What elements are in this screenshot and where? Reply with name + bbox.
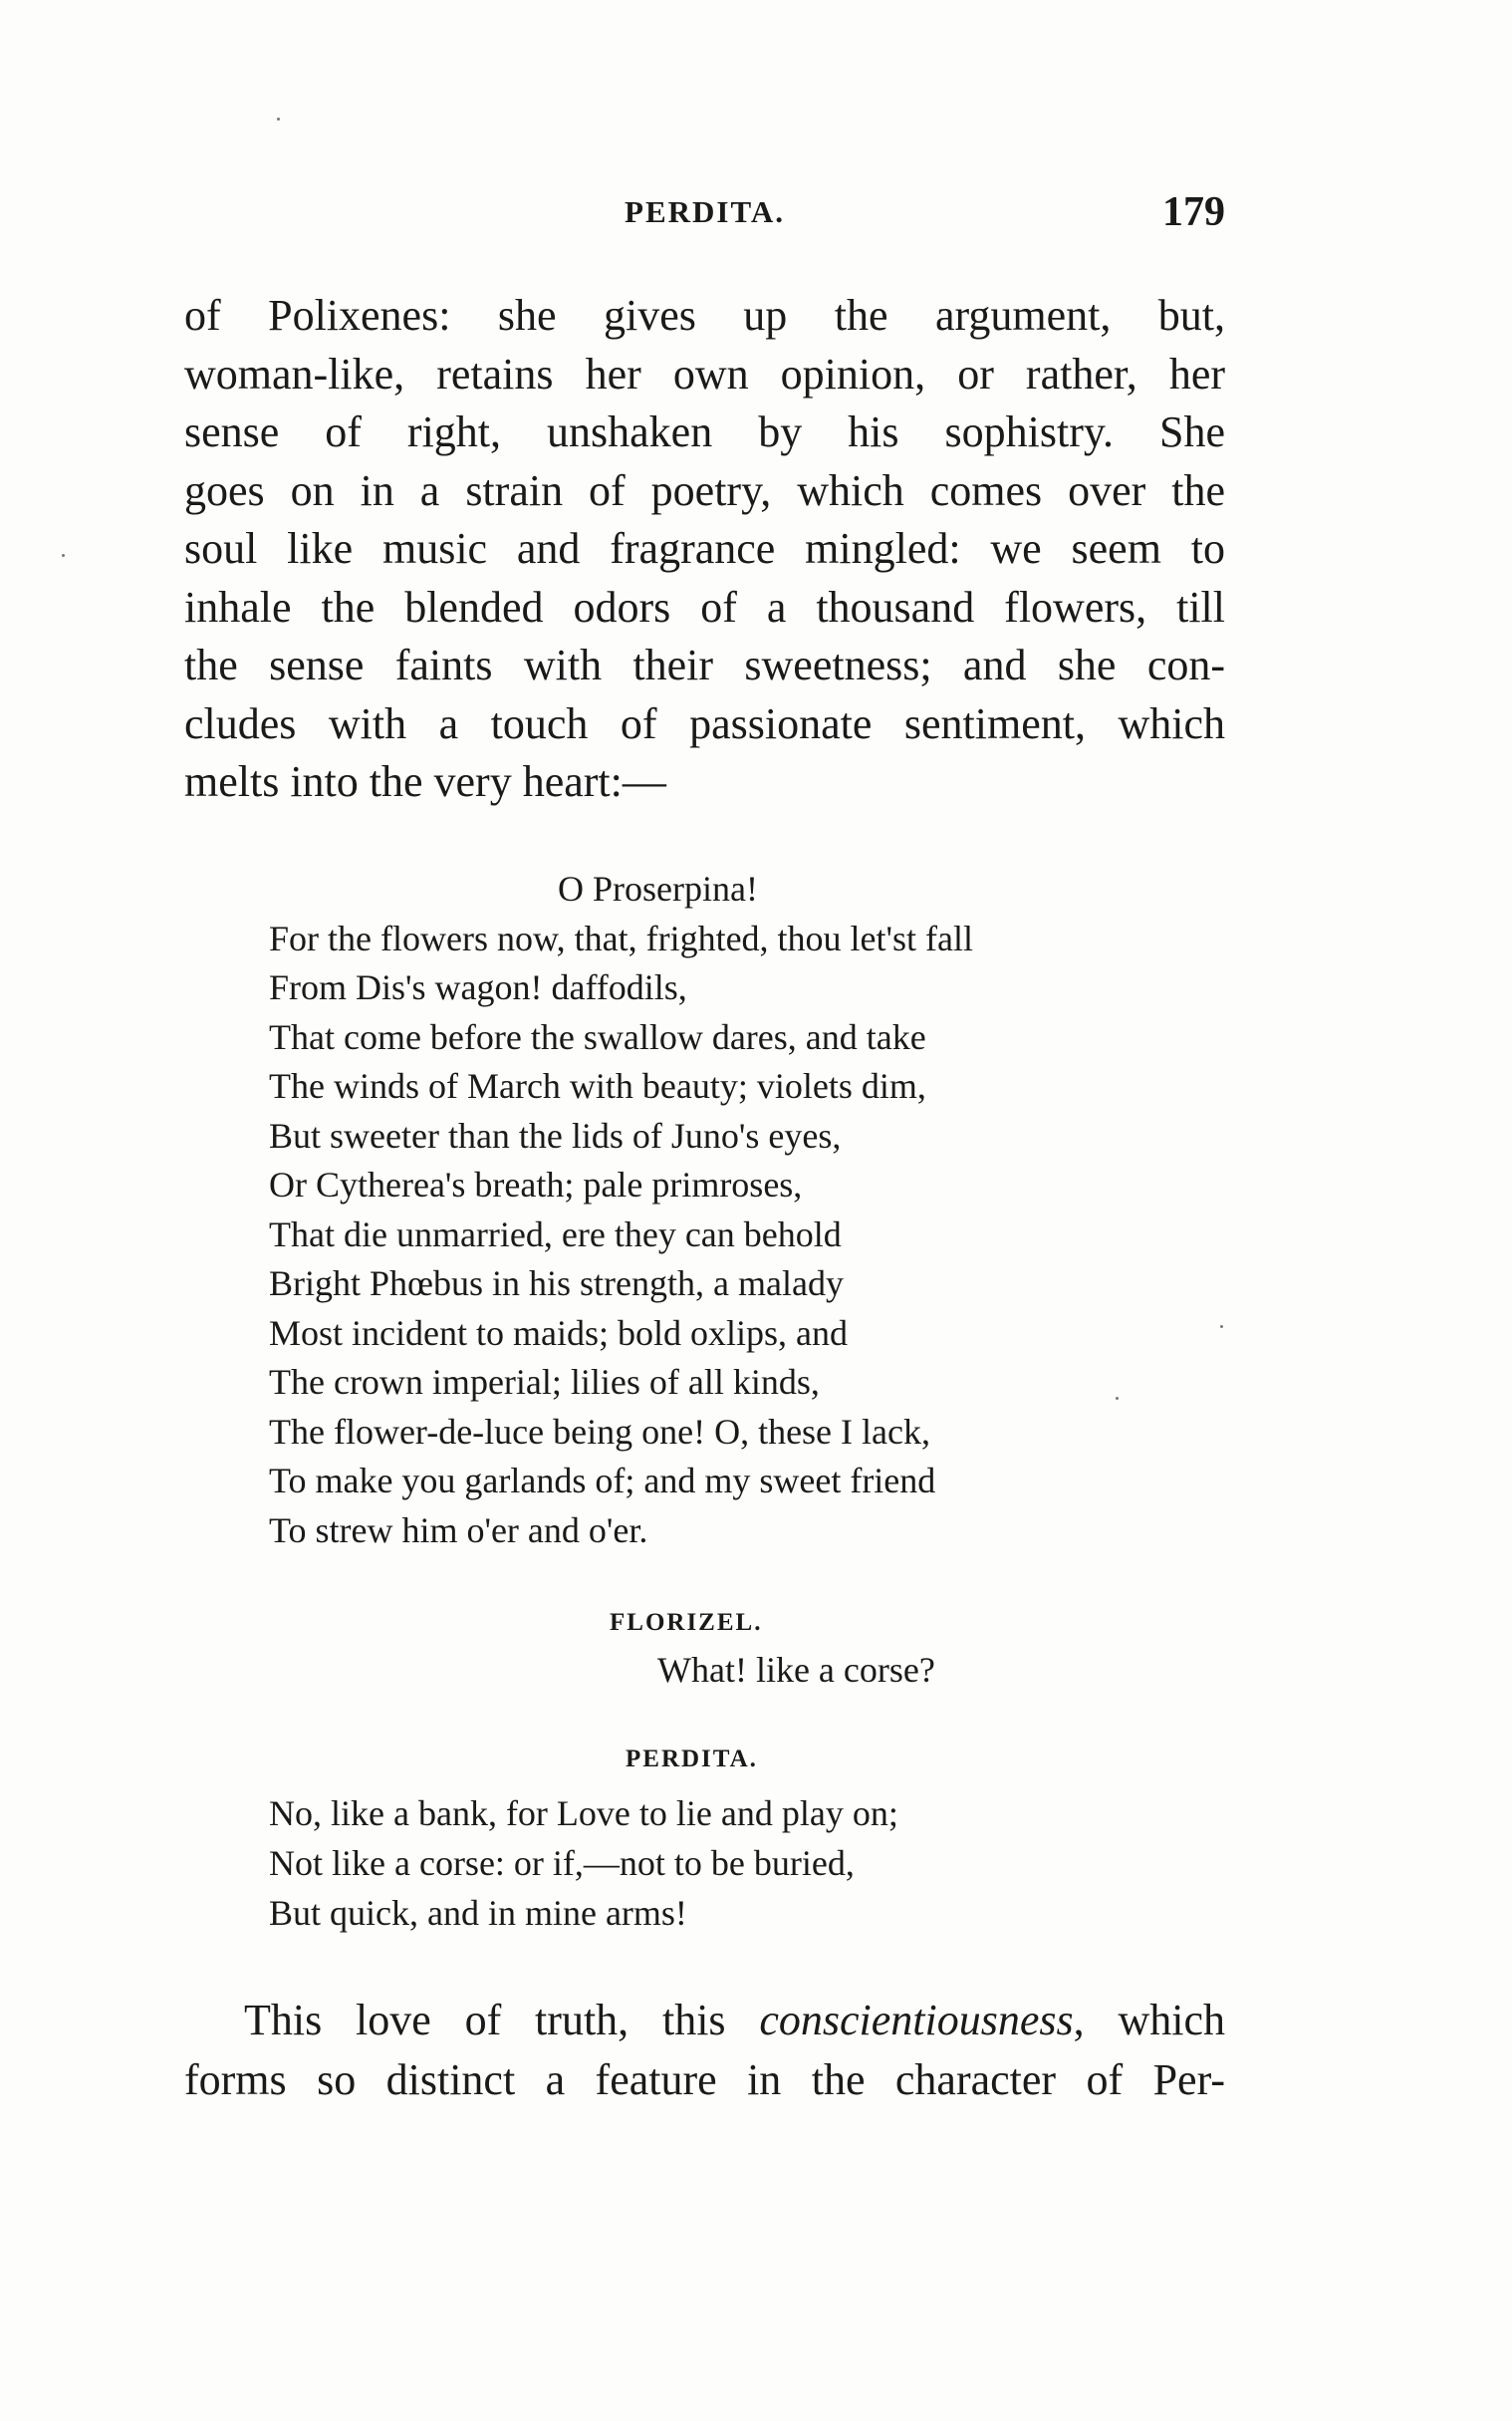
verse-line: The winds of March with beauty; violets dim,	[269, 1066, 926, 1106]
perdita-line: Not like a corse: or if,—not to be buried,	[269, 1843, 855, 1883]
speaker-perdita: PERDITA.	[626, 1746, 758, 1772]
paper-speck	[277, 118, 280, 121]
prose-line: inhale the blended odors of a thousand flowers, till	[184, 582, 1225, 632]
verse-line: That die unmarried, ere they can behold	[269, 1213, 842, 1254]
prose-line: cludes with a touch of passionate sentiment, which	[184, 698, 1225, 748]
verse-line: The crown imperial; lilies of all kinds,	[269, 1362, 820, 1402]
running-head: PERDITA.	[625, 194, 785, 229]
verse-line: Or Cytherea's breath; pale primroses,	[269, 1165, 803, 1205]
verse-line: But sweeter than the lids of Juno's eyes,	[269, 1115, 842, 1156]
prose-paragraph	[184, 287, 1225, 812]
paper-speck	[1116, 1397, 1119, 1400]
prose-line: melts into the very heart:—	[184, 757, 666, 806]
page-number: 179	[1162, 189, 1225, 235]
verse-line: Most incident to maids; bold oxlips, and	[269, 1312, 848, 1353]
closing-line	[184, 1991, 1225, 2050]
verse-line: From Dis's wagon! daffodils,	[269, 967, 687, 1007]
perdita-speech	[269, 1788, 1165, 1938]
perdita-line: No, like a bank, for Love to lie and play on;	[269, 1793, 898, 1833]
paper-speck	[1220, 1325, 1223, 1328]
prose-line: sense of right, unshaken by his sophistry. She	[184, 407, 1225, 456]
closing-paragraph	[184, 1991, 1225, 2110]
paper-speck	[62, 554, 65, 557]
florizel-line: What! like a corse?	[657, 1650, 935, 1690]
prose-line: woman-like, retains her own opinion, or rather, her	[184, 349, 1225, 399]
perdita-line: But quick, and in mine arms!	[269, 1893, 687, 1933]
page-header	[184, 189, 1225, 244]
verse-line: That come before the swallow dares, and take	[269, 1016, 926, 1057]
prose-line: of Polixenes: she gives up the argument, but,	[184, 291, 1225, 340]
speaker-florizel: FLORIZEL.	[610, 1609, 763, 1636]
emphasis-word: conscientiousness	[759, 1996, 1074, 2044]
closing-text: , which	[1073, 1996, 1225, 2044]
prose-line: the sense faints with their sweetness; and she con-	[184, 641, 1225, 689]
verse-line: For the flowers now, that, frighted, thou let'st fall	[269, 918, 974, 958]
verse-line: O Proserpina!	[558, 869, 758, 909]
prose-line: soul like music and fragrance mingled: we seem to	[184, 524, 1225, 573]
verse-quotation	[269, 865, 1165, 1555]
verse-line: Bright Phœbus in his strength, a malady	[269, 1263, 844, 1303]
closing-text: This love of truth, this	[244, 1996, 760, 2044]
prose-line: goes on in a strain of poetry, which comes over the	[184, 465, 1225, 515]
verse-line: The flower-de-luce being one! O, these I lack,	[269, 1411, 930, 1452]
verse-line: To make you garlands of; and my sweet friend	[269, 1461, 936, 1500]
verse-line: To strew him o'er and o'er.	[269, 1509, 648, 1550]
closing-line: forms so distinct a feature in the character of Per-	[184, 2055, 1225, 2104]
